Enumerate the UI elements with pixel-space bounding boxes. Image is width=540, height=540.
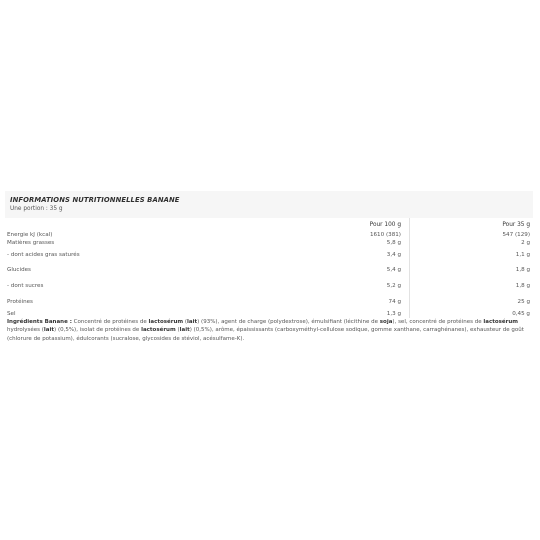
table-row [5,310,533,318]
allergen-term: lait [187,319,198,325]
row-label: Protéines [7,299,33,305]
value-100g: 1,3 g [281,310,410,318]
ingredients-label: Ingrédients Banane : [7,319,72,325]
value-100g: 5,8 g [281,239,410,247]
table-row [5,262,533,278]
value-35g: 1,1 g [515,251,530,258]
ingredient-segment: ( [175,327,180,334]
allergen-term: lactosérum [483,319,518,325]
table-header-row [5,218,533,231]
value-100g: 3,4 g [281,247,410,262]
ingredient-segment: ) (0,5%), isolat de protéines de [54,327,142,334]
column-header-100g: Pour 100 g [281,218,410,231]
table-row [5,231,533,239]
value-100g: 1610 (381) [281,231,410,239]
row-label: Glucides [7,267,31,273]
value-35g: 547 (129) [502,232,530,238]
nutrition-header [5,191,533,218]
ingredient-segment: ), sel, concentré de protéines de [392,319,484,325]
column-header-35g: Pour 35 g [502,221,530,228]
nutrition-table [5,218,533,318]
value-100g: 5,2 g [281,278,410,294]
ingredient-segment: ) (93%), agent de charge (polydextrose), émulsifiant (lécithine de [197,319,380,325]
allergen-term: lactosérum [141,327,176,334]
value-35g: 1,8 g [515,283,530,289]
value-35g: 2 g [521,240,530,246]
value-100g: 5,4 g [281,262,410,278]
portion-size: Une portion : 35 g [10,206,63,212]
ingredient-segment: ( [183,319,188,325]
nutrition-title: INFORMATIONS NUTRITIONNELLES BANANE [10,196,180,204]
table-row [5,294,533,310]
table-row [5,239,533,247]
allergen-term: soja [379,319,393,325]
value-100g: 74 g [281,294,410,310]
allergen-term: lait [43,327,55,334]
value-35g: 25 g [517,299,530,305]
ingredient-segment: ) (0,5%), arôme, épaississants (carboxyméthyl-cellulose sodique, gomme xanthane, carraghénanes), exhausteur de goût (chlorure de potassium), édulcorants (sucralose, glycosides de stéviol, acésulfame-K). [7,327,524,342]
table-row [5,247,533,262]
table-row [5,278,533,294]
nutrition-panel [5,191,533,343]
allergen-term: lactosérum [148,319,184,325]
ingredients-text [5,318,533,343]
row-label: Matières grasses [7,240,55,246]
ingredient-segment: Concentré de protéines de [71,319,149,325]
value-35g: 1,8 g [515,267,530,273]
ingredients-body [7,319,524,342]
row-label: - dont acides gras saturés [7,251,80,258]
ingredient-segment: hydrolysées ( [7,327,44,334]
row-label: Energie kJ (kcal) [7,232,53,238]
allergen-term: lait [179,327,190,334]
value-35g: 0,45 g [512,311,530,317]
row-label: Sel [7,311,16,317]
row-label: - dont sucres [7,283,44,289]
